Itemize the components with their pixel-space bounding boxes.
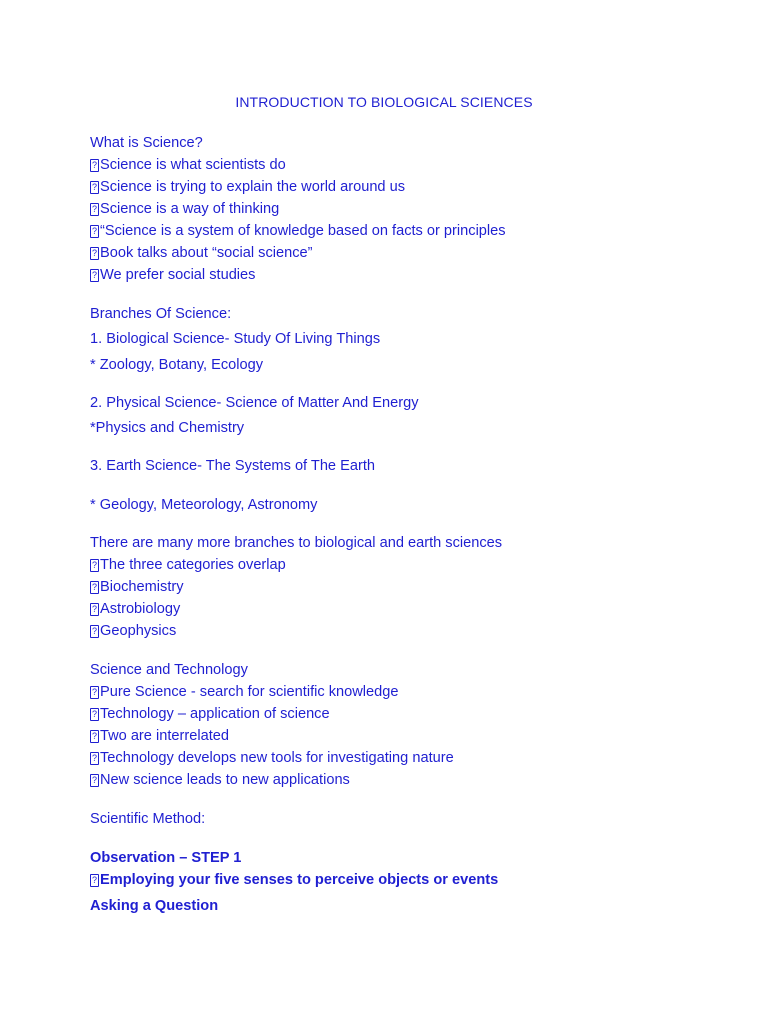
list-item: ? Two are interrelated xyxy=(90,727,229,745)
section-heading-what-is-science: What is Science? xyxy=(90,135,203,151)
branch-biological-examples: * Zoology, Botany, Ecology xyxy=(90,357,264,373)
list-item: ? Pure Science - search for scientific knowledge xyxy=(90,683,399,701)
section-heading-science-technology: Science and Technology xyxy=(90,662,248,678)
branch-earth: 3. Earth Science- The Systems of The Earth xyxy=(90,458,375,474)
list-item: ? Technology develops new tools for investigating nature xyxy=(90,749,454,767)
branch-earth-examples: * Geology, Meteorology, Astronomy xyxy=(90,497,318,513)
list-item: ? We prefer social studies xyxy=(90,266,255,284)
section-heading-more-branches: There are many more branches to biological and earth sciences xyxy=(90,535,503,551)
section-heading-branches: Branches Of Science: xyxy=(90,306,232,322)
list-item: ? Biochemistry xyxy=(90,578,184,596)
list-item: ? Astrobiology xyxy=(90,600,180,618)
document-title: INTRODUCTION TO BIOLOGICAL SCIENCES xyxy=(235,94,533,110)
list-item: ? Science is trying to explain the world around us xyxy=(90,178,405,196)
method-step-1: Observation – STEP 1 xyxy=(90,850,242,866)
list-item: ? Technology – application of science xyxy=(90,705,330,723)
branch-biological: 1. Biological Science- Study Of Living Things xyxy=(90,331,381,347)
method-step-2: Asking a Question xyxy=(90,898,219,914)
section-heading-scientific-method: Scientific Method: xyxy=(90,811,206,827)
list-item: ? Book talks about “social science” xyxy=(90,244,313,262)
list-item: ? “Science is a system of knowledge based on facts or principles xyxy=(90,222,506,240)
branch-physical: 2. Physical Science- Science of Matter And Energy xyxy=(90,395,419,411)
list-item: ? Employing your five senses to perceive objects or events xyxy=(90,871,498,889)
list-item: ? Science is what scientists do xyxy=(90,156,286,174)
list-item: ? The three categories overlap xyxy=(90,556,286,574)
list-item: ? Science is a way of thinking xyxy=(90,200,279,218)
list-item: ? Geophysics xyxy=(90,622,176,640)
list-item: ? New science leads to new applications xyxy=(90,771,350,789)
branch-physical-examples: *Physics and Chemistry xyxy=(90,420,245,436)
